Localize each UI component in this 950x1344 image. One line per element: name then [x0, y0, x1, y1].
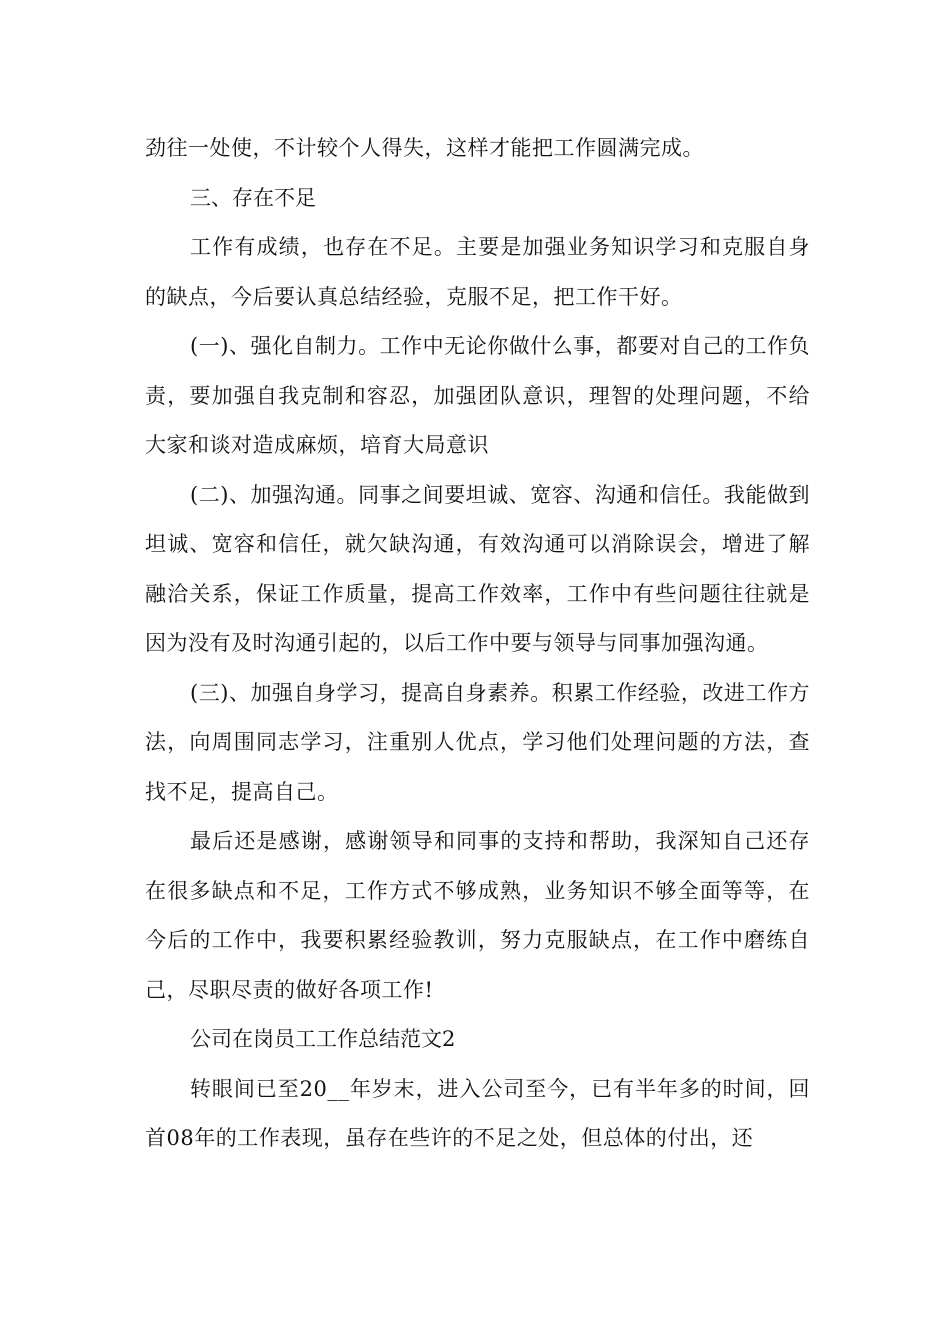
paragraph-self-study: (三)、加强自身学习，提高自身素养。积累工作经验，改进工作方法，向周围同志学习，注重别人优点，学习他们处理问题的方法，查找不足，提高自己。	[145, 680, 810, 804]
section-heading-shortcomings: 三、存在不足	[190, 185, 316, 210]
document-page	[145, 124, 810, 1164]
paragraph-communication: (二)、加强沟通。同事之间要坦诚、宽容、沟通和信任。我能做到坦诚、宽容和信任，就欠缺沟通，有效沟通可以消除误会，增进了解融洽关系，保证工作质量，提高工作效率，工作中有些问题往往就是因为没有及时沟通引起的，以后工作中要与领导与同事加强沟通。	[145, 482, 810, 655]
paragraph-self-control: (一)、强化自制力。工作中无论你做什么事，都要对自己的工作负责，要加强自我克制和容忍，加强团队意识，理智的处理问题，不给大家和谈对造成麻烦，培育大局意识	[145, 334, 810, 457]
paragraph-continuation: 劲往一处使，不计较个人得失，这样才能把工作圆满完成。	[145, 136, 704, 160]
article-title-2: 公司在岗员工工作总结范文2	[190, 1027, 456, 1051]
paragraph-thanks: 最后还是感谢，感谢领导和同事的支持和帮助，我深知自己还存在很多缺点和不足，工作方式不够成熟，业务知识不够全面等等，在今后的工作中，我要积累经验教训，努力克服缺点，在工作中磨练自己，尽职尽责的做好各项工作!	[145, 829, 810, 1002]
paragraph-shortcomings-intro: 工作有成绩，也存在不足。主要是加强业务知识学习和克服自身的缺点，今后要认真总结经验，克服不足，把工作干好。	[145, 235, 810, 309]
paragraph-year-end: 转眼间已至20__年岁末，进入公司至今，已有半年多的时间，回首08年的工作表现，虽存在些许的不足之处，但总体的付出，还	[145, 1076, 810, 1150]
